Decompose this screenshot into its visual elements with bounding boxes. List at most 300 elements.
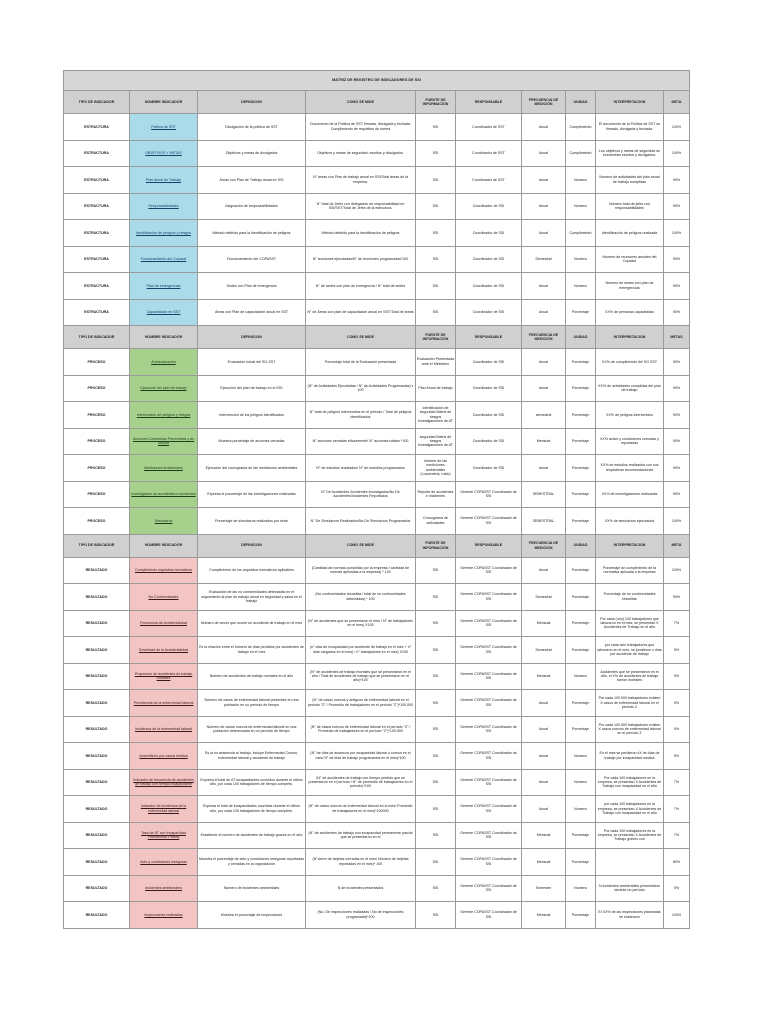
table-row	[64, 375, 690, 402]
table-row	[64, 690, 690, 717]
cell-como-se-mide: (No conformidades resueltas / total de no conformidades detectadas) * 100	[306, 584, 416, 611]
cell-tipo-indicador: RESULTADO	[64, 716, 130, 743]
table-row	[64, 246, 690, 273]
header-unidad: UNIDAD	[566, 91, 596, 114]
cell-como-se-mide: N° De Accidentes /Incidentes investigados/No De Accidentes/Incidentes Reportados	[306, 481, 416, 508]
cell-fuente-informacion: SSI	[416, 220, 456, 247]
cell-nombre-indicador: Incidentes ambientales	[130, 875, 198, 902]
table-row	[64, 349, 690, 376]
cell-tipo-indicador: ESTRUCTURA	[64, 167, 130, 194]
cell-unidad: Numero	[566, 167, 596, 194]
table-row	[64, 743, 690, 770]
header-como-se-mide: COMO SE MIDE	[306, 326, 416, 349]
cell-como-se-mide: (N°cierre de tarjetas cerradas en el mes/ Número de tarjetas reportadas en el mes)* 100	[306, 849, 416, 876]
cell-nombre-indicador: Mediciones Ambientales	[130, 455, 198, 482]
cell-responsable: Gerente COPASST Coordinador de SSI	[456, 716, 522, 743]
cell-unidad: Numero	[566, 796, 596, 823]
header-fuente-informacion: FUENTE DE INFORMACIÓN	[416, 534, 456, 557]
cell-meta: 0%	[664, 716, 690, 743]
cell-unidad: Numero	[566, 193, 596, 220]
cell-fuente-informacion: SSI	[416, 637, 456, 664]
cell-meta: 7%	[664, 610, 690, 637]
cell-definicion: Número de veces que ocurre un accidente de trabajo en el mes	[198, 610, 306, 637]
cell-responsable: Gerente COPASST Coordinador de SSI	[456, 849, 522, 876]
cell-interpretacion: Identificación de peligros realizada	[596, 220, 664, 247]
cell-definicion: Expresa el total de incapacidades ocurridas durante el último año, por cada 100 trabajadores de tiempo completo.	[198, 796, 306, 823]
cell-frecuencia: Mensual	[522, 822, 566, 849]
cell-definicion: Número de casos nuevos de enfermedad laboral en una población determinada en un período de tiempo	[198, 716, 306, 743]
cell-meta: 100%	[664, 557, 690, 584]
cell-unidad: Porcentaje	[566, 557, 596, 584]
cell-definicion: Sedes con Plan de emergencia	[198, 273, 306, 300]
cell-fuente-informacion: SSI	[416, 849, 456, 876]
cell-responsable: Coordinador de SSI	[456, 220, 522, 247]
cell-fuente-informacion: seguridad Matriz de riesgos Investigaciones de AT	[416, 428, 456, 455]
table-row	[64, 114, 690, 141]
cell-responsable: Gerente COPASST Coordinador de SSI	[456, 637, 522, 664]
cell-unidad: Cumplimiento	[566, 114, 596, 141]
cell-responsable: Coordinador de SSI	[456, 246, 522, 273]
cell-definicion: Cumplimiento de los requisitos normativos aplicables	[198, 557, 306, 584]
cell-interpretacion: Por cada 100 trabajadores en la empresa, se presentan X Accidentes de Trabajo con incapacidad en el año	[596, 769, 664, 796]
header-tipo-indicador: TIPO DE INDICADOR	[64, 91, 130, 114]
cell-nombre-indicador: Tasa de AT con Incapacidad Permanente Parcial	[130, 822, 198, 849]
cell-interpretacion: XX% de investigaciones realizadas	[596, 481, 664, 508]
header-responsable: RESPONSABLE	[456, 91, 522, 114]
cell-unidad: Numero	[566, 875, 596, 902]
cell-frecuencia: SEMESTRAL	[522, 481, 566, 508]
cell-responsable: Coordinador de SSI	[456, 349, 522, 376]
cell-frecuencia: Anual	[522, 769, 566, 796]
cell-responsable: Gerente COPASST Coordinador de SSI	[456, 610, 522, 637]
table-row	[64, 167, 690, 194]
cell-como-se-mide: N° total de peligros intervenidos en el periodo / Total de peligros identificados	[306, 402, 416, 429]
cell-tipo-indicador: ESTRUCTURA	[64, 114, 130, 141]
cell-frecuencia: Anual	[522, 796, 566, 823]
table-row	[64, 822, 690, 849]
cell-interpretacion: XX% de cumplimiento del SG SST	[596, 349, 664, 376]
cell-frecuencia: Mensual	[522, 663, 566, 690]
cell-tipo-indicador: RESULTADO	[64, 663, 130, 690]
cell-frecuencia: Anual	[522, 349, 566, 376]
cell-frecuencia: Anual	[522, 299, 566, 326]
cell-definicion: Numero de incidentes ambientales	[198, 875, 306, 902]
table-row	[64, 402, 690, 429]
cell-interpretacion: Porcentaje de no conformidades resueltas	[596, 584, 664, 611]
cell-como-se-mide: Porcentaje total de la Evaluación presentada	[306, 349, 416, 376]
cell-frecuencia: Anual	[522, 114, 566, 141]
cell-fuente-informacion: SSI	[416, 822, 456, 849]
cell-tipo-indicador: RESULTADO	[64, 875, 130, 902]
cell-frecuencia: Anual	[522, 140, 566, 167]
cell-unidad: Numero	[566, 246, 596, 273]
cell-frecuencia: Anual	[522, 455, 566, 482]
cell-meta: 0%	[664, 663, 690, 690]
column-header-row	[64, 326, 690, 349]
cell-nombre-indicador: Plan Anual de Trabajo	[130, 167, 198, 194]
cell-unidad: Porcentaje	[566, 637, 596, 664]
cell-definicion: Método definido para la identificación de peligros	[198, 220, 306, 247]
cell-interpretacion: Por cada 100 trabajadores en la empresa, se presentan X Accidentes de Trabajo graves con	[596, 822, 664, 849]
cell-tipo-indicador: PROCESO	[64, 375, 130, 402]
cell-tipo-indicador: PROCESO	[64, 402, 130, 429]
cell-unidad: Porcentaje	[566, 690, 596, 717]
cell-interpretacion: XX% de estudios realizados con sus respectivas recomendaciones	[596, 455, 664, 482]
cell-responsable: Gerente COPASST Coordinador de SSI	[456, 769, 522, 796]
cell-interpretacion: Número total de jefes con responsabilidades	[596, 193, 664, 220]
cell-fuente-informacion: Plan Anual de trabajo	[416, 375, 456, 402]
cell-nombre-indicador: Incidencia de la enfermedad laboral	[130, 716, 198, 743]
cell-frecuencia: semestral	[522, 402, 566, 429]
cell-unidad: Numero	[566, 743, 596, 770]
table-row	[64, 428, 690, 455]
cell-responsable: Gerente COPASST Coordinador de SSI	[456, 796, 522, 823]
cell-tipo-indicador: PROCESO	[64, 349, 130, 376]
cell-fuente-informacion: SSI	[416, 299, 456, 326]
cell-tipo-indicador: RESULTADO	[64, 637, 130, 664]
cell-tipo-indicador: RESULTADO	[64, 902, 130, 929]
cell-unidad: Cumplimiento	[566, 140, 596, 167]
cell-como-se-mide: (Cantidad de normas cumplidas por la empresa / cantidad de normas aplicadas a la empresa) * 100	[306, 557, 416, 584]
cell-meta: 7%	[664, 769, 690, 796]
cell-frecuencia: Anual	[522, 375, 566, 402]
cell-como-se-mide: (N° de accidentes de trabajo con tiempo perdido que se presentaron en el período / N° de promedio de trabajadores en el período)*100	[306, 769, 416, 796]
cell-tipo-indicador: PROCESO	[64, 455, 130, 482]
cell-interpretacion: Accidentes que se presentaron en el año, el X% de accidentes de trabajo fueron mortales	[596, 663, 664, 690]
cell-frecuencia: Anual	[522, 690, 566, 717]
cell-como-se-mide: N° de sedes con plan de emergencia / N° total de sedes	[306, 273, 416, 300]
table-row	[64, 875, 690, 902]
cell-unidad: Porcentaje	[566, 428, 596, 455]
header-meta: META	[664, 91, 690, 114]
cell-fuente-informacion: SSI	[416, 557, 456, 584]
cell-responsable: Gerente COPASST Coordinador de SSI	[456, 875, 522, 902]
table-row	[64, 849, 690, 876]
cell-responsable: Gerente COPASST Coordinador de SSI	[456, 743, 522, 770]
cell-meta: 90%	[664, 481, 690, 508]
column-header-row	[64, 534, 690, 557]
table-row	[64, 637, 690, 664]
cell-definicion: Divulgación de la política de SST	[198, 114, 306, 141]
cell-fuente-informacion: Cronograma de actividades	[416, 508, 456, 535]
cell-nombre-indicador: Indicador de frecuencia de accidentes de trabajo con tiempo incapacitante	[130, 769, 198, 796]
cell-fuente-informacion: SSI	[416, 610, 456, 637]
cell-definicion: Ejecución del plan de trabajo en el SGI	[198, 375, 306, 402]
cell-responsable: Coordinador de SSI	[456, 375, 522, 402]
cell-como-se-mide: (N° de Actividades Ejecutadas / N° de Actividades Programadas) x 100	[306, 375, 416, 402]
table-row	[64, 299, 690, 326]
cell-frecuencia: Anual	[522, 167, 566, 194]
cell-responsable: Coordinador de SST	[456, 140, 522, 167]
header-definicion: DEFINICION	[198, 91, 306, 114]
cell-frecuencia: Semestre	[522, 875, 566, 902]
cell-como-se-mide: (N° de accidentes que se presentaron el mes / N° de trabajadores en el mes) X100	[306, 610, 416, 637]
cell-unidad: Porcentaje	[566, 349, 596, 376]
cell-meta: 5%	[664, 637, 690, 664]
cell-fuente-informacion: SSI	[416, 273, 456, 300]
cell-fuente-informacion: Informe de las mediciones ambientales (Luxometria, ruido)	[416, 455, 456, 482]
cell-como-se-mide: (N° de accidentes de trabajo con incapacidad permanente parcial que se presentaron en el	[306, 822, 416, 849]
cell-unidad: Porcentaje	[566, 849, 596, 876]
cell-frecuencia: Semestral	[522, 584, 566, 611]
cell-tipo-indicador: ESTRUCTURA	[64, 140, 130, 167]
cell-meta: 100%	[664, 902, 690, 929]
cell-meta: 5%	[664, 743, 690, 770]
cell-meta: 100%	[664, 114, 690, 141]
table-row	[64, 557, 690, 584]
cell-fuente-informacion: SSI	[416, 716, 456, 743]
cell-fuente-informacion: SSI	[416, 902, 456, 929]
header-unidad: UNIDAD	[566, 326, 596, 349]
cell-frecuencia: Anual	[522, 743, 566, 770]
cell-meta: 100%	[664, 220, 690, 247]
cell-definicion: Muestra el porcentaje de inspecciones	[198, 902, 306, 929]
cell-unidad: Porcentaje	[566, 584, 596, 611]
header-como-se-mide: COMO SE MIDE	[306, 91, 416, 114]
table-row	[64, 455, 690, 482]
cell-responsable: Gerente COPASST Coordinador de SSI	[456, 481, 522, 508]
cell-nombre-indicador: No Conformidades	[130, 584, 198, 611]
cell-fuente-informacion: SSI	[416, 246, 456, 273]
cell-definicion: Evaluación de las no conformidades detectadas en el seguimiento al plan de trabajo anual en seguridad y salud en el trabajo	[198, 584, 306, 611]
title-row	[64, 71, 690, 91]
header-tipo-indicador: TIPO DE INDICADOR	[64, 534, 130, 557]
cell-frecuencia: Anual	[522, 557, 566, 584]
cell-definicion: Expresa el total de AT incapacitantes ocurridos durante el último año, por cada 100 trabajadores de tiempo completo.	[198, 769, 306, 796]
cell-meta: 7%	[664, 822, 690, 849]
cell-nombre-indicador: Prevalencia de la enfermedad laboral	[130, 690, 198, 717]
cell-tipo-indicador: RESULTADO	[64, 743, 130, 770]
cell-nombre-indicador: Simulacros	[130, 508, 198, 535]
header-fuente-informacion: FUENTE DE INFORMACIÓN	[416, 91, 456, 114]
cell-unidad: Porcentaje	[566, 508, 596, 535]
cell-interpretacion: En el mes se perdieron xX de días de trabajo por incapacidad medica	[596, 743, 664, 770]
table-row	[64, 769, 690, 796]
cell-meta: 90%	[664, 193, 690, 220]
cell-como-se-mide: (N° de casos nuevos y antiguos de enfermedad laboral en el periodo "Z" / Promedio de trabajadores en el periodo "Z")*100.000	[306, 690, 416, 717]
header-frecuencia: FRECUENCIA DE MEDICIÓN	[522, 91, 566, 114]
cell-interpretacion	[596, 849, 664, 876]
cell-definicion: Ejecución del cronograma de las mediciones ambientales	[198, 455, 306, 482]
cell-como-se-mide: N de incidentes presentados	[306, 875, 416, 902]
cell-tipo-indicador: RESULTADO	[64, 822, 130, 849]
cell-nombre-indicador: Funcionamiento del Copasst	[130, 246, 198, 273]
cell-fuente-informacion: SSI	[416, 584, 456, 611]
cell-como-se-mide: (N° de accidentes de trabajo mortales que se presentaron en el año / Total de accidentes de trabajo que se presentaron en el año)*100	[306, 663, 416, 690]
header-unidad: UNIDAD	[566, 534, 596, 557]
cell-nombre-indicador: OBJETIVOS Y METAS	[130, 140, 198, 167]
matrix-title: MATRIZ DE REGISTRO DE INDICADORES DE SSI	[64, 71, 690, 91]
table-row	[64, 716, 690, 743]
cell-responsable: Gerente COPASST Coordinador de SSI	[456, 822, 522, 849]
cell-meta: 90%	[664, 167, 690, 194]
cell-responsable: Coordinador de SSI	[456, 193, 522, 220]
cell-interpretacion: Numero de actividades del plan anual de trabajo cumplidas	[596, 167, 664, 194]
cell-nombre-indicador: Inspecciones realizadas	[130, 902, 198, 929]
cell-interpretacion: XX% de personas capacitadas	[596, 299, 664, 326]
cell-unidad: Numero	[566, 273, 596, 300]
cell-fuente-informacion: SSI	[416, 663, 456, 690]
cell-meta: 90%	[664, 349, 690, 376]
cell-definicion: Establecer el número de accidentes de trabajo graves en el año	[198, 822, 306, 849]
cell-interpretacion: El documento de la Política de SST se firmado, divulgada y fechada.	[596, 114, 664, 141]
cell-como-se-mide: N° acciones cerradas eficazmente/ N° acciones totales *100	[306, 428, 416, 455]
cell-tipo-indicador: RESULTADO	[64, 610, 130, 637]
cell-frecuencia: SEMESTRAL	[522, 508, 566, 535]
cell-como-se-mide: N° de Áreas con plan de capacitación anual en SST/Total de áreas	[306, 299, 416, 326]
cell-como-se-mide: Método definido para la identificación de peligros	[306, 220, 416, 247]
cell-unidad: Porcentaje	[566, 716, 596, 743]
cell-interpretacion: N incidentes ambientales presentados durante un período	[596, 875, 664, 902]
cell-tipo-indicador: RESULTADO	[64, 796, 130, 823]
cell-responsable: Gerente COPASST Coordinador de SSI	[456, 690, 522, 717]
cell-nombre-indicador: Proporción de accidentes de trabajo mortales	[130, 663, 198, 690]
cell-nombre-indicador: Política de SST	[130, 114, 198, 141]
cell-nombre-indicador: Ausentismo por causa medica	[130, 743, 198, 770]
table-row	[64, 902, 690, 929]
cell-interpretacion: Numero de reuniones anuales del Copasst	[596, 246, 664, 273]
cell-unidad: Porcentaje	[566, 455, 596, 482]
cell-unidad: Porcentaje	[566, 610, 596, 637]
cell-definicion: Áreas con Plan de capacitación anual en SST	[198, 299, 306, 326]
cell-nombre-indicador: Investigación de accidentes e incidentes	[130, 481, 198, 508]
cell-interpretacion: XX% activo y condiciones cerradas y reportadas	[596, 428, 664, 455]
cell-nombre-indicador: Responsabilidades	[130, 193, 198, 220]
cell-como-se-mide: Objetivos y metas de seguridad: escritos y divulgados.	[306, 140, 416, 167]
cell-tipo-indicador: RESULTADO	[64, 769, 130, 796]
header-interpretacion: INTERPRETACION	[596, 91, 664, 114]
cell-meta: 0%	[664, 875, 690, 902]
header-responsable: RESPONSABLE	[456, 326, 522, 349]
header-tipo-indicador: TIPO DE INDICADOR	[64, 326, 130, 349]
cell-interpretacion: Por cada 100.000 trabajadores existen X casos de enfermedad laboral en el periodo Z	[596, 690, 664, 717]
cell-interpretacion: El XX% de las inspecciones planeadas se realizaron	[596, 902, 664, 929]
cell-definicion: Funcionamiento del COPASST	[198, 246, 306, 273]
header-como-se-mide: COMO SE MIDE	[306, 534, 416, 557]
header-definicion: DEFINICION	[198, 534, 306, 557]
cell-interpretacion: por cada 100 trabajadores en la empresa, se presentan X Accidentes de Trabajo con incapacidad en el año	[596, 796, 664, 823]
cell-nombre-indicador: Cumplimiento requisitos normativos	[130, 557, 198, 584]
cell-meta: 90%	[664, 402, 690, 429]
cell-unidad: Porcentaje	[566, 902, 596, 929]
cell-tipo-indicador: ESTRUCTURA	[64, 246, 130, 273]
cell-responsable: Gerente COPASST Coordinador de SSI	[456, 663, 522, 690]
cell-como-se-mide: (n° días de incapacidad por accidente de trabajo en el mes + n° días cargados en el mes) / n° trabajadores en el mes) X100	[306, 637, 416, 664]
cell-definicion: Asignación de responsabilidades	[198, 193, 306, 220]
cell-fuente-informacion: SSI	[416, 690, 456, 717]
cell-unidad: Numero	[566, 663, 596, 690]
cell-responsable: Gerente COPASST Coordinador de SSI	[456, 508, 522, 535]
cell-interpretacion: XX% de peligros intervenidos	[596, 402, 664, 429]
cell-unidad: Porcentaje	[566, 375, 596, 402]
cell-definicion: Porcentaje de simulacros realizados por sede	[198, 508, 306, 535]
cell-definicion: Intervención de los peligros identificados	[198, 402, 306, 429]
table-row	[64, 663, 690, 690]
cell-meta: 80%	[664, 849, 690, 876]
cell-definicion: Número de casos de enfermedad laboral presentes en una población en un periodo de tiempo	[198, 690, 306, 717]
header-nombre-indicador: NOMBRE INDICADOR	[130, 91, 198, 114]
cell-meta: 90%	[664, 584, 690, 611]
cell-responsable: Coordinador de SST	[456, 114, 522, 141]
header-nombre-indicador: NOMBRE INDICADOR	[130, 326, 198, 349]
cell-definicion: Es la relación entre el número de días perdidos por accidentes de trabajo en el mes	[198, 637, 306, 664]
cell-tipo-indicador: ESTRUCTURA	[64, 220, 130, 247]
cell-tipo-indicador: PROCESO	[64, 481, 130, 508]
cell-nombre-indicador: Acto y condiciones inseguras	[130, 849, 198, 876]
table-row	[64, 508, 690, 535]
cell-fuente-informacion: SSI	[416, 193, 456, 220]
cell-responsable: Coordinador de SSI	[456, 402, 522, 429]
cell-definicion: Muestra porcentaje de acciones cerradas	[198, 428, 306, 455]
cell-frecuencia: Anual	[522, 220, 566, 247]
cell-definicion: Número de accidentes de trabajo mortales en el año	[198, 663, 306, 690]
cell-nombre-indicador: Ejecución del plan de trabajo	[130, 375, 198, 402]
cell-responsable: Coordinador de SSI	[456, 455, 522, 482]
cell-frecuencia: Mensual	[522, 849, 566, 876]
cell-interpretacion: XX% de simulacros ejecutados	[596, 508, 664, 535]
cell-frecuencia: Semestral	[522, 246, 566, 273]
cell-interpretacion: Porcentaje de cumplimiento de la normativa aplicada a la empresa	[596, 557, 664, 584]
cell-responsable: Coordinador de SSI	[456, 428, 522, 455]
cell-responsable: Coordinador de SSI	[456, 299, 522, 326]
cell-fuente-informacion: Reporte de accidentes e incidentes	[416, 481, 456, 508]
cell-definicion: Muestra el porcentaje de acto y condiciones inseguras reportadas y cerradas en la organización	[198, 849, 306, 876]
table-row	[64, 220, 690, 247]
cell-como-se-mide: N° de estudios realizados/ N° de estudios programados	[306, 455, 416, 482]
header-fuente-informacion: FUENTE DE INFORMACIÓN	[416, 326, 456, 349]
cell-responsable: Gerente COPASST Coordinador de SSI	[456, 902, 522, 929]
cell-definicion: Expresa el porcentaje de las investigaciones realizadas	[198, 481, 306, 508]
cell-unidad: Porcentaje	[566, 402, 596, 429]
indicators-matrix-table	[63, 70, 690, 929]
cell-fuente-informacion: SSI	[416, 875, 456, 902]
cell-frecuencia: Anual	[522, 716, 566, 743]
header-frecuencia: FRECUENCIA DE MEDICIÓN	[522, 326, 566, 349]
cell-unidad: Cumplimiento	[566, 220, 596, 247]
cell-definicion: Evaluación inicial del SG-SST	[198, 349, 306, 376]
cell-meta: 7%	[664, 796, 690, 823]
cell-fuente-informacion: Identificación de seguridad Matriz de riesgos Investigaciones de AT	[416, 402, 456, 429]
cell-tipo-indicador: ESTRUCTURA	[64, 193, 130, 220]
cell-tipo-indicador: PROCESO	[64, 508, 130, 535]
table-row	[64, 584, 690, 611]
cell-como-se-mide: (N° de casos nuevos de enfermedad laboral en el mes/ Promedio de trabajadores en el mes)*100000	[306, 796, 416, 823]
cell-meta: 90%	[664, 273, 690, 300]
cell-meta: 100%	[664, 508, 690, 535]
cell-interpretacion: Por cada (uno) 100 trabajadores que laboraron en el mes, se presentan X Accidentes de Trabajo en el año	[596, 610, 664, 637]
cell-frecuencia: Mensual	[522, 610, 566, 637]
cell-responsable: Coordinador de SST	[456, 167, 522, 194]
cell-meta: 90%	[664, 375, 690, 402]
cell-unidad: Porcentaje	[566, 481, 596, 508]
cell-unidad: Porcentaje	[566, 822, 596, 849]
cell-tipo-indicador: RESULTADO	[64, 557, 130, 584]
column-header-row	[64, 91, 690, 114]
cell-como-se-mide: N° áreas con Plan de trabajo anual en SSI/Total áreas de la empresa.	[306, 167, 416, 194]
cell-como-se-mide: (No. De inspecciones realizadas / No de inspecciones programada)*100	[306, 902, 416, 929]
cell-como-se-mide: (N° de días de ausencia por incapacidad laboral o común en el mes/ N° de días de trabajo programados en el mes)*100	[306, 743, 416, 770]
cell-tipo-indicador: ESTRUCTURA	[64, 299, 130, 326]
header-nombre-indicador: NOMBRE INDICADOR	[130, 534, 198, 557]
header-interpretacion: INTERPRETACION	[596, 534, 664, 557]
header-meta: METAS	[664, 326, 690, 349]
header-responsable: RESPONSABLE	[456, 534, 522, 557]
cell-meta: 90%	[664, 455, 690, 482]
table-row	[64, 140, 690, 167]
cell-interpretacion: Por cada 100.000 trabajadores existen X casos nuevos de enfermedad laboral en el período Z	[596, 716, 664, 743]
cell-frecuencia: Anual	[522, 193, 566, 220]
cell-nombre-indicador: Plan de emergencias	[130, 273, 198, 300]
